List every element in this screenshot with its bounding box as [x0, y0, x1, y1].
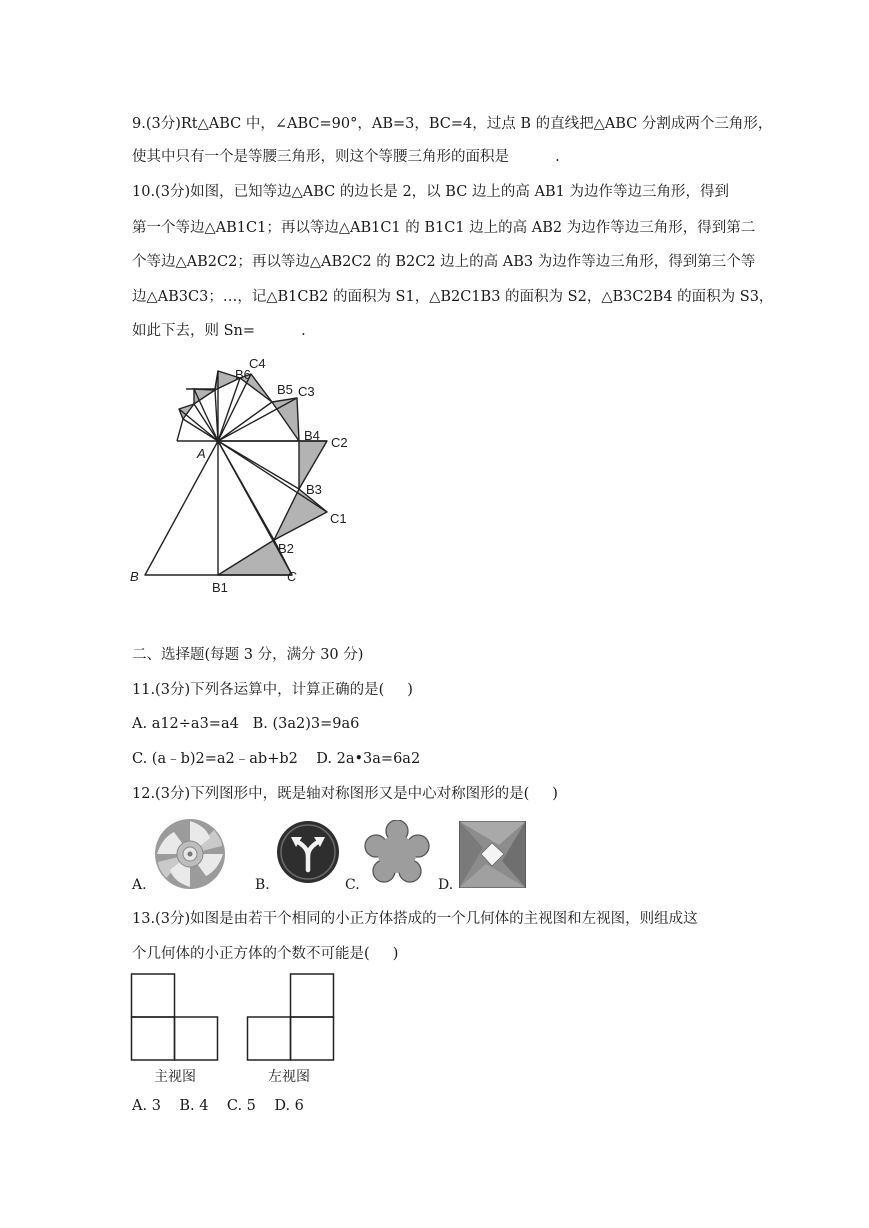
q12-option-d-image	[459, 821, 526, 888]
section2-heading: 二、选择题(每题 3 分，满分 30 分)	[132, 647, 364, 663]
q13-front-view	[130, 972, 222, 1064]
label-b3: B3	[306, 482, 322, 497]
q12-label-d: D.	[438, 877, 454, 893]
label-b5: B5	[277, 382, 293, 397]
label-c: C	[287, 569, 297, 584]
q12-label-b: B.	[255, 877, 270, 893]
outer-arc-edges	[186, 371, 218, 389]
segment-ab3	[218, 441, 299, 489]
segment-ab5	[218, 402, 272, 441]
q13-options: A. 3 B. 4 C. 5 D. 6	[132, 1098, 304, 1114]
label-a: A	[197, 446, 206, 461]
q9-line1: 9.(3分)Rt△ABC 中，∠ABC=90°，AB=3，BC=4，过点 B 的直线把△ABC 分割成两个三角形，	[132, 116, 773, 132]
segment-ab10	[177, 419, 183, 441]
q12-option-b-image	[276, 820, 340, 884]
q13-left-view	[246, 972, 338, 1064]
q12-option-a-image	[152, 818, 228, 890]
q12-option-c-image	[364, 820, 430, 886]
label-b4: B4	[304, 428, 320, 443]
q12-stem: 12.(3分)下列图形中，既是轴对称图形又是中心对称图形的是( )	[132, 786, 558, 802]
q11-options-row2: C. (a﹣b)2=a2﹣ab+b2 D. 2a•3a=6a2	[132, 751, 421, 767]
label-c4: C4	[249, 356, 266, 371]
segment-ab2	[218, 441, 274, 540]
q11-options-row1: A. a12÷a3=a4 B. (3a2)3=9a6	[132, 716, 360, 732]
q13-line2: 个几何体的小正方体的个数不可能是( )	[132, 946, 399, 962]
q9-line2: 使其中只有一个是等腰三角形，则这个等腰三角形的面积是 .	[132, 149, 560, 165]
q13-line1: 13.(3分)如图是由若干个相同的小正方体搭成的一个几何体的主视图和左视图，则组成这	[132, 911, 698, 927]
segment-ab8	[194, 404, 218, 441]
q10-spiral-figure	[120, 350, 360, 600]
q10-line5: 如此下去，则 Sn= .	[132, 323, 306, 339]
label-c1: C1	[330, 511, 347, 526]
q10-line2: 第一个等边△AB1C1；再以等边△AB1C1 的 B1C1 边上的高 AB2 为边作等边三角形，得到第二	[132, 220, 756, 236]
q11-stem: 11.(3分)下列各运算中，计算正确的是( )	[132, 682, 413, 698]
q10-line3: 个等边△AB2C2；再以等边△AB2C2 的 B2C2 边上的高 AB3 为边作等边三角形，得到第三个等	[132, 254, 756, 270]
label-c2: C2	[331, 435, 348, 450]
q13-caption-front: 主视图	[154, 1069, 196, 1085]
label-c3: C3	[298, 384, 315, 399]
label-b1: B1	[212, 580, 228, 595]
segment-ac7	[179, 409, 218, 441]
label-b: B	[130, 569, 139, 584]
q13-caption-left: 左视图	[268, 1069, 310, 1085]
q10-line1: 10.(3分)如图，已知等边△ABC 的边长是 2，以 BC 边上的高 AB1 为边作等边三角形，得到	[132, 184, 729, 200]
label-b2: B2	[278, 541, 294, 556]
q10-line4: 边△AB3C3；…，记△B1CB2 的面积为 S1，△B2C1B3 的面积为 S2，△B3C2B4 的面积为 S3，	[132, 289, 774, 305]
q12-label-a: A.	[132, 877, 147, 893]
label-b6: B6	[235, 367, 251, 382]
q12-label-c: C.	[345, 877, 360, 893]
